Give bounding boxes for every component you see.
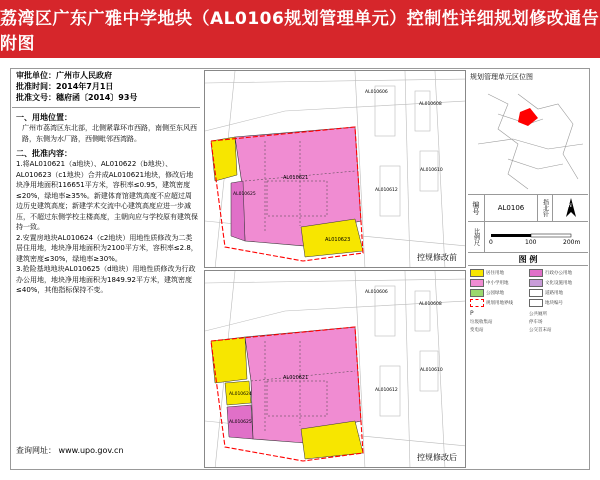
query-site-url[interactable]: www.upo.gov.cn — [58, 446, 124, 455]
svg-text:AL010612: AL010612 — [375, 388, 398, 393]
symbol-legend — [468, 310, 588, 336]
symbol-item: 垃圾收集站 — [470, 320, 493, 325]
approval-unit-value: 广州市人民政府 — [56, 71, 112, 80]
legend-swatch — [529, 279, 543, 287]
svg-text:AL010621: AL010621 — [283, 375, 309, 381]
svg-text:AL010606: AL010606 — [365, 290, 388, 295]
svg-text:AL010606: AL010606 — [365, 90, 388, 95]
unit-code: AL0106 — [485, 195, 538, 221]
locator-title: 规划管理单元区位图 — [470, 73, 533, 81]
scale-row — [468, 221, 588, 252]
approval-time-label: 批准时间： — [16, 82, 56, 91]
info-column — [12, 70, 200, 468]
content-item-1: 1.将AL010621（a地块）、AL010622（b地块）、AL010623（c1地块）合并成AL010621地块，修改后地块净用地面积116651平方米，容积率≤0.95，建筑密度≤20%，绿地率≥35%。新建体育馆建筑高度不应超过周边历史建筑高度；新建学术交流中心建筑高度应进一步减压，不超过东侧学校主楼高度，主朝向应与学校原有建筑保持一致。 — [16, 160, 198, 231]
legend-item: 中小学用地 — [470, 279, 527, 287]
legend-item: 文化设施用地 — [529, 279, 586, 287]
scale-bar — [485, 222, 588, 252]
svg-text:AL010612: AL010612 — [375, 188, 398, 193]
legend-item: 居住用地 — [470, 269, 527, 277]
symbol-item: 变电站 — [470, 328, 484, 333]
approval-doc-label: 批准文号： — [16, 93, 56, 102]
locator-highlight — [518, 108, 538, 126]
map-after — [204, 270, 466, 468]
locator-map-drawing — [468, 84, 588, 194]
code-north-row — [468, 194, 588, 221]
svg-text:AL010610: AL010610 — [420, 168, 443, 173]
svg-text:AL010610: AL010610 — [420, 368, 443, 373]
legend-swatch — [470, 289, 484, 297]
legend-swatch — [470, 269, 484, 277]
map-before — [204, 70, 466, 268]
right-panel — [468, 70, 588, 468]
location-heading: 一、用地位置： — [16, 113, 72, 122]
legend-swatch — [470, 279, 484, 287]
scale-tick-0: 0 — [489, 239, 493, 246]
page-title: 荔湾区广东广雅中学地块（AL0106规划管理单元）控制性详细规划修改通告附图 — [0, 0, 600, 58]
approval-time-value: 2014年7月1日 — [56, 82, 114, 91]
content-item-3: 3.抢险基地地块AL010625（d地块）用地性质修改为行政办公用地，地块净用地面积为1849.92平方米，建筑密度≤40%，其他指标保持不变。 — [16, 265, 196, 294]
approval-unit — [16, 70, 200, 81]
scale-tick-1: 100 — [525, 239, 537, 246]
legend-item: 行政办公用地 — [529, 269, 586, 277]
scale-tick-2: 200m — [563, 239, 581, 246]
symbol-item: 停车场 — [529, 320, 543, 325]
map-after-drawing — [205, 271, 466, 468]
legend-swatch — [529, 299, 543, 307]
map-before-drawing — [205, 71, 466, 268]
content-heading: 二、批准内容： — [16, 149, 72, 158]
approval-doc-value: 穗府函〔2014〕93号 — [56, 93, 138, 102]
legend-item: 道路用地 — [529, 289, 586, 297]
legend-title: 图 例 — [468, 252, 588, 266]
legend-swatch — [529, 269, 543, 277]
svg-text:AL010625: AL010625 — [233, 192, 256, 197]
legend — [468, 266, 588, 310]
legend-swatch — [470, 299, 484, 307]
query-site-label: 查询网址： — [16, 446, 56, 455]
svg-text:AL010625: AL010625 — [229, 420, 252, 425]
approval-unit-label: 审批单位： — [16, 71, 56, 80]
scale-label: 比例尺 — [468, 222, 485, 252]
approval-time — [16, 81, 200, 92]
location-text: 广州市荔湾区东北部，北侧紧靠环市西路，南侧至东风西路，东侧为水厂路，西侧毗邻西湾路。 — [22, 124, 197, 143]
map-after-label: 控规修改后 — [417, 453, 457, 462]
svg-text:AL010624: AL010624 — [229, 392, 252, 397]
north-arrow-icon — [553, 195, 588, 221]
legend-item: 公园绿地 — [470, 289, 527, 297]
unit-code-label: 编号 — [468, 195, 485, 221]
approval-block — [12, 70, 200, 103]
symbol-item: P — [470, 310, 474, 317]
legend-item: 地块编号 — [529, 299, 586, 307]
svg-text:AL010608: AL010608 — [419, 302, 442, 307]
locator-map — [468, 84, 588, 194]
svg-text:AL010608: AL010608 — [419, 102, 442, 107]
divider — [12, 107, 200, 108]
symbol-item: 公共厕所 — [529, 311, 547, 317]
north-label: 指北针 — [538, 195, 553, 221]
label-AL010621: AL010621 — [283, 175, 309, 181]
content-item-2: 2.安置房地块AL010624（c2地块）用地性质修改为二类居住用地，地块净用地面积为2100平方米，容积率≤2.8，建筑密度≤30%，绿地率≥30%。 — [16, 233, 198, 263]
approval-doc — [16, 92, 200, 103]
map-before-label: 控规修改前 — [417, 253, 457, 262]
legend-item: 规划用地界线 — [470, 299, 527, 307]
svg-text:AL010623: AL010623 — [325, 237, 351, 243]
query-site — [16, 445, 124, 456]
symbol-item: 公交首末站 — [529, 328, 552, 333]
legend-swatch — [529, 289, 543, 297]
svg-text:N: N — [567, 203, 572, 209]
